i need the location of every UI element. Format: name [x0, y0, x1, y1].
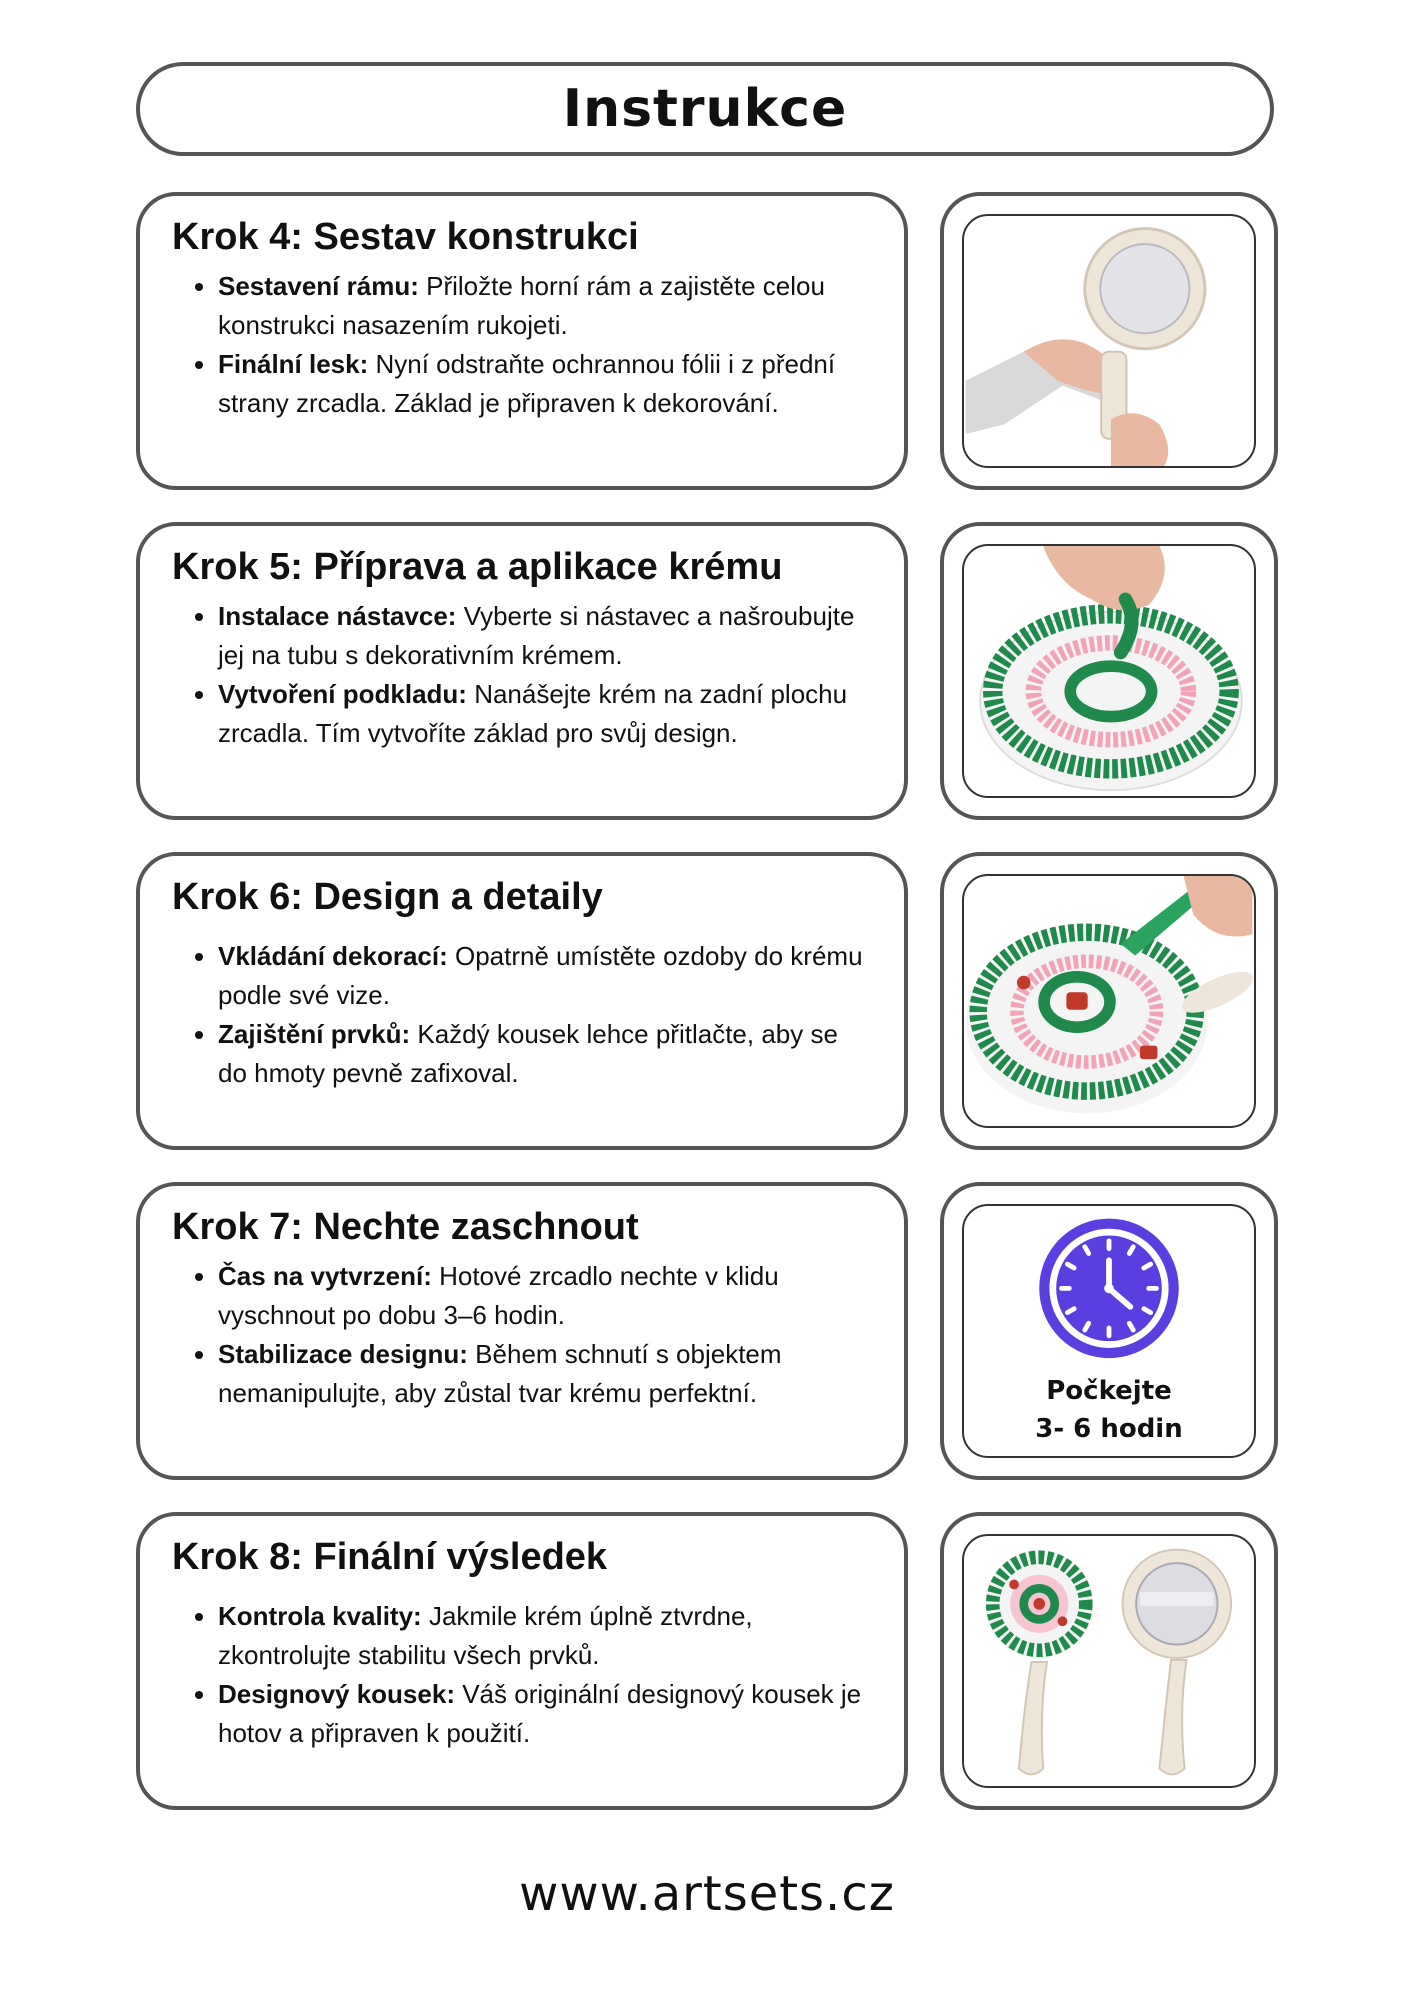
list-item — [218, 1335, 874, 1413]
wait-line-2: 3- 6 hodin — [1035, 1414, 1183, 1444]
list-item — [218, 597, 874, 675]
item-label: Instalace nástavce: — [218, 601, 457, 631]
website-url: www.artsets.cz — [519, 1866, 895, 1922]
step-list — [172, 937, 874, 1093]
list-item — [218, 1597, 874, 1675]
list-item — [218, 1257, 874, 1335]
item-label: Čas na vytvrzení: — [218, 1261, 432, 1291]
step-list — [172, 1597, 874, 1753]
page-title: Instrukce — [562, 79, 848, 139]
item-label: Stabilizace designu: — [218, 1339, 468, 1369]
item-text: Během schnutí s objektem nemanipulujte, aby zůstal tvar krému perfektní. — [218, 1339, 782, 1408]
item-text: Nyní odstraňte ochrannou fólii i z přední strany zrcadla. Základ je připraven k dekorování. — [218, 349, 836, 418]
step-card-4 — [136, 192, 908, 490]
item-label: Vkládání dekorací: — [218, 941, 448, 971]
item-text: Přiložte horní rám a zajistěte celou konstrukci nasazením rukojeti. — [218, 271, 825, 340]
item-label: Sestavení rámu: — [218, 271, 419, 301]
title-banner — [136, 62, 1274, 156]
step-heading: Krok 7: Nechte zaschnout — [172, 1206, 639, 1248]
step-list — [172, 1257, 874, 1413]
list-item — [218, 675, 874, 753]
item-label: Zajištění prvků: — [218, 1019, 411, 1049]
step-card-6 — [136, 852, 908, 1150]
item-text: Váš originální designový kousek je hotov a připraven k použití. — [218, 1679, 862, 1748]
list-item — [218, 267, 874, 345]
list-item — [218, 345, 874, 423]
step-image-card-7 — [940, 1182, 1278, 1480]
step-heading: Krok 5: Příprava a aplikace krému — [172, 546, 783, 588]
list-item — [218, 1675, 874, 1753]
wait-label — [964, 1372, 1254, 1448]
step-heading: Krok 8: Finální výsledek — [172, 1536, 608, 1578]
step-image-card-8 — [940, 1512, 1278, 1810]
finished-mirror-image — [962, 1534, 1256, 1788]
item-label: Designový kousek: — [218, 1679, 455, 1709]
step-list — [172, 597, 874, 753]
step-card-8 — [136, 1512, 908, 1810]
item-text: Každý kousek lehce přitlačte, aby se do hmoty pevně zafixoval. — [218, 1019, 838, 1088]
wait-panel — [962, 1204, 1256, 1458]
item-text: Nanášejte krém na zadní plochu zrcadla. Tím vytvoříte základ pro svůj design. — [218, 679, 848, 748]
list-item — [218, 1015, 874, 1093]
item-text: Jakmile krém úplně ztvrdne, zkontrolujte stabilitu všech prvků. — [218, 1601, 753, 1670]
step-list — [172, 267, 874, 423]
item-label: Vytvoření podkladu: — [218, 679, 467, 709]
placing-decorations-image — [962, 874, 1256, 1128]
item-label: Kontrola kvality: — [218, 1601, 422, 1631]
item-text: Hotové zrcadlo nechte v klidu vyschnout po dobu 3–6 hodin. — [218, 1261, 779, 1330]
list-item — [218, 937, 874, 1015]
step-image-card-6 — [940, 852, 1278, 1150]
item-text: Vyberte si nástavec a našroubujte jej na tubu s dekorativním krémem. — [218, 601, 855, 670]
item-label: Finální lesk: — [218, 349, 369, 379]
step-card-7 — [136, 1182, 908, 1480]
step-image-card-4 — [940, 192, 1278, 490]
hand-assembling-mirror-image — [962, 214, 1256, 468]
wait-line-1: Počkejte — [1046, 1376, 1172, 1406]
piping-cream-image — [962, 544, 1256, 798]
step-image-card-5 — [940, 522, 1278, 820]
step-card-5 — [136, 522, 908, 820]
item-text: Opatrně umístěte ozdoby do krému podle své vize. — [218, 941, 863, 1010]
step-heading: Krok 4: Sestav konstrukci — [172, 216, 639, 258]
step-heading: Krok 6: Design a detaily — [172, 876, 603, 918]
